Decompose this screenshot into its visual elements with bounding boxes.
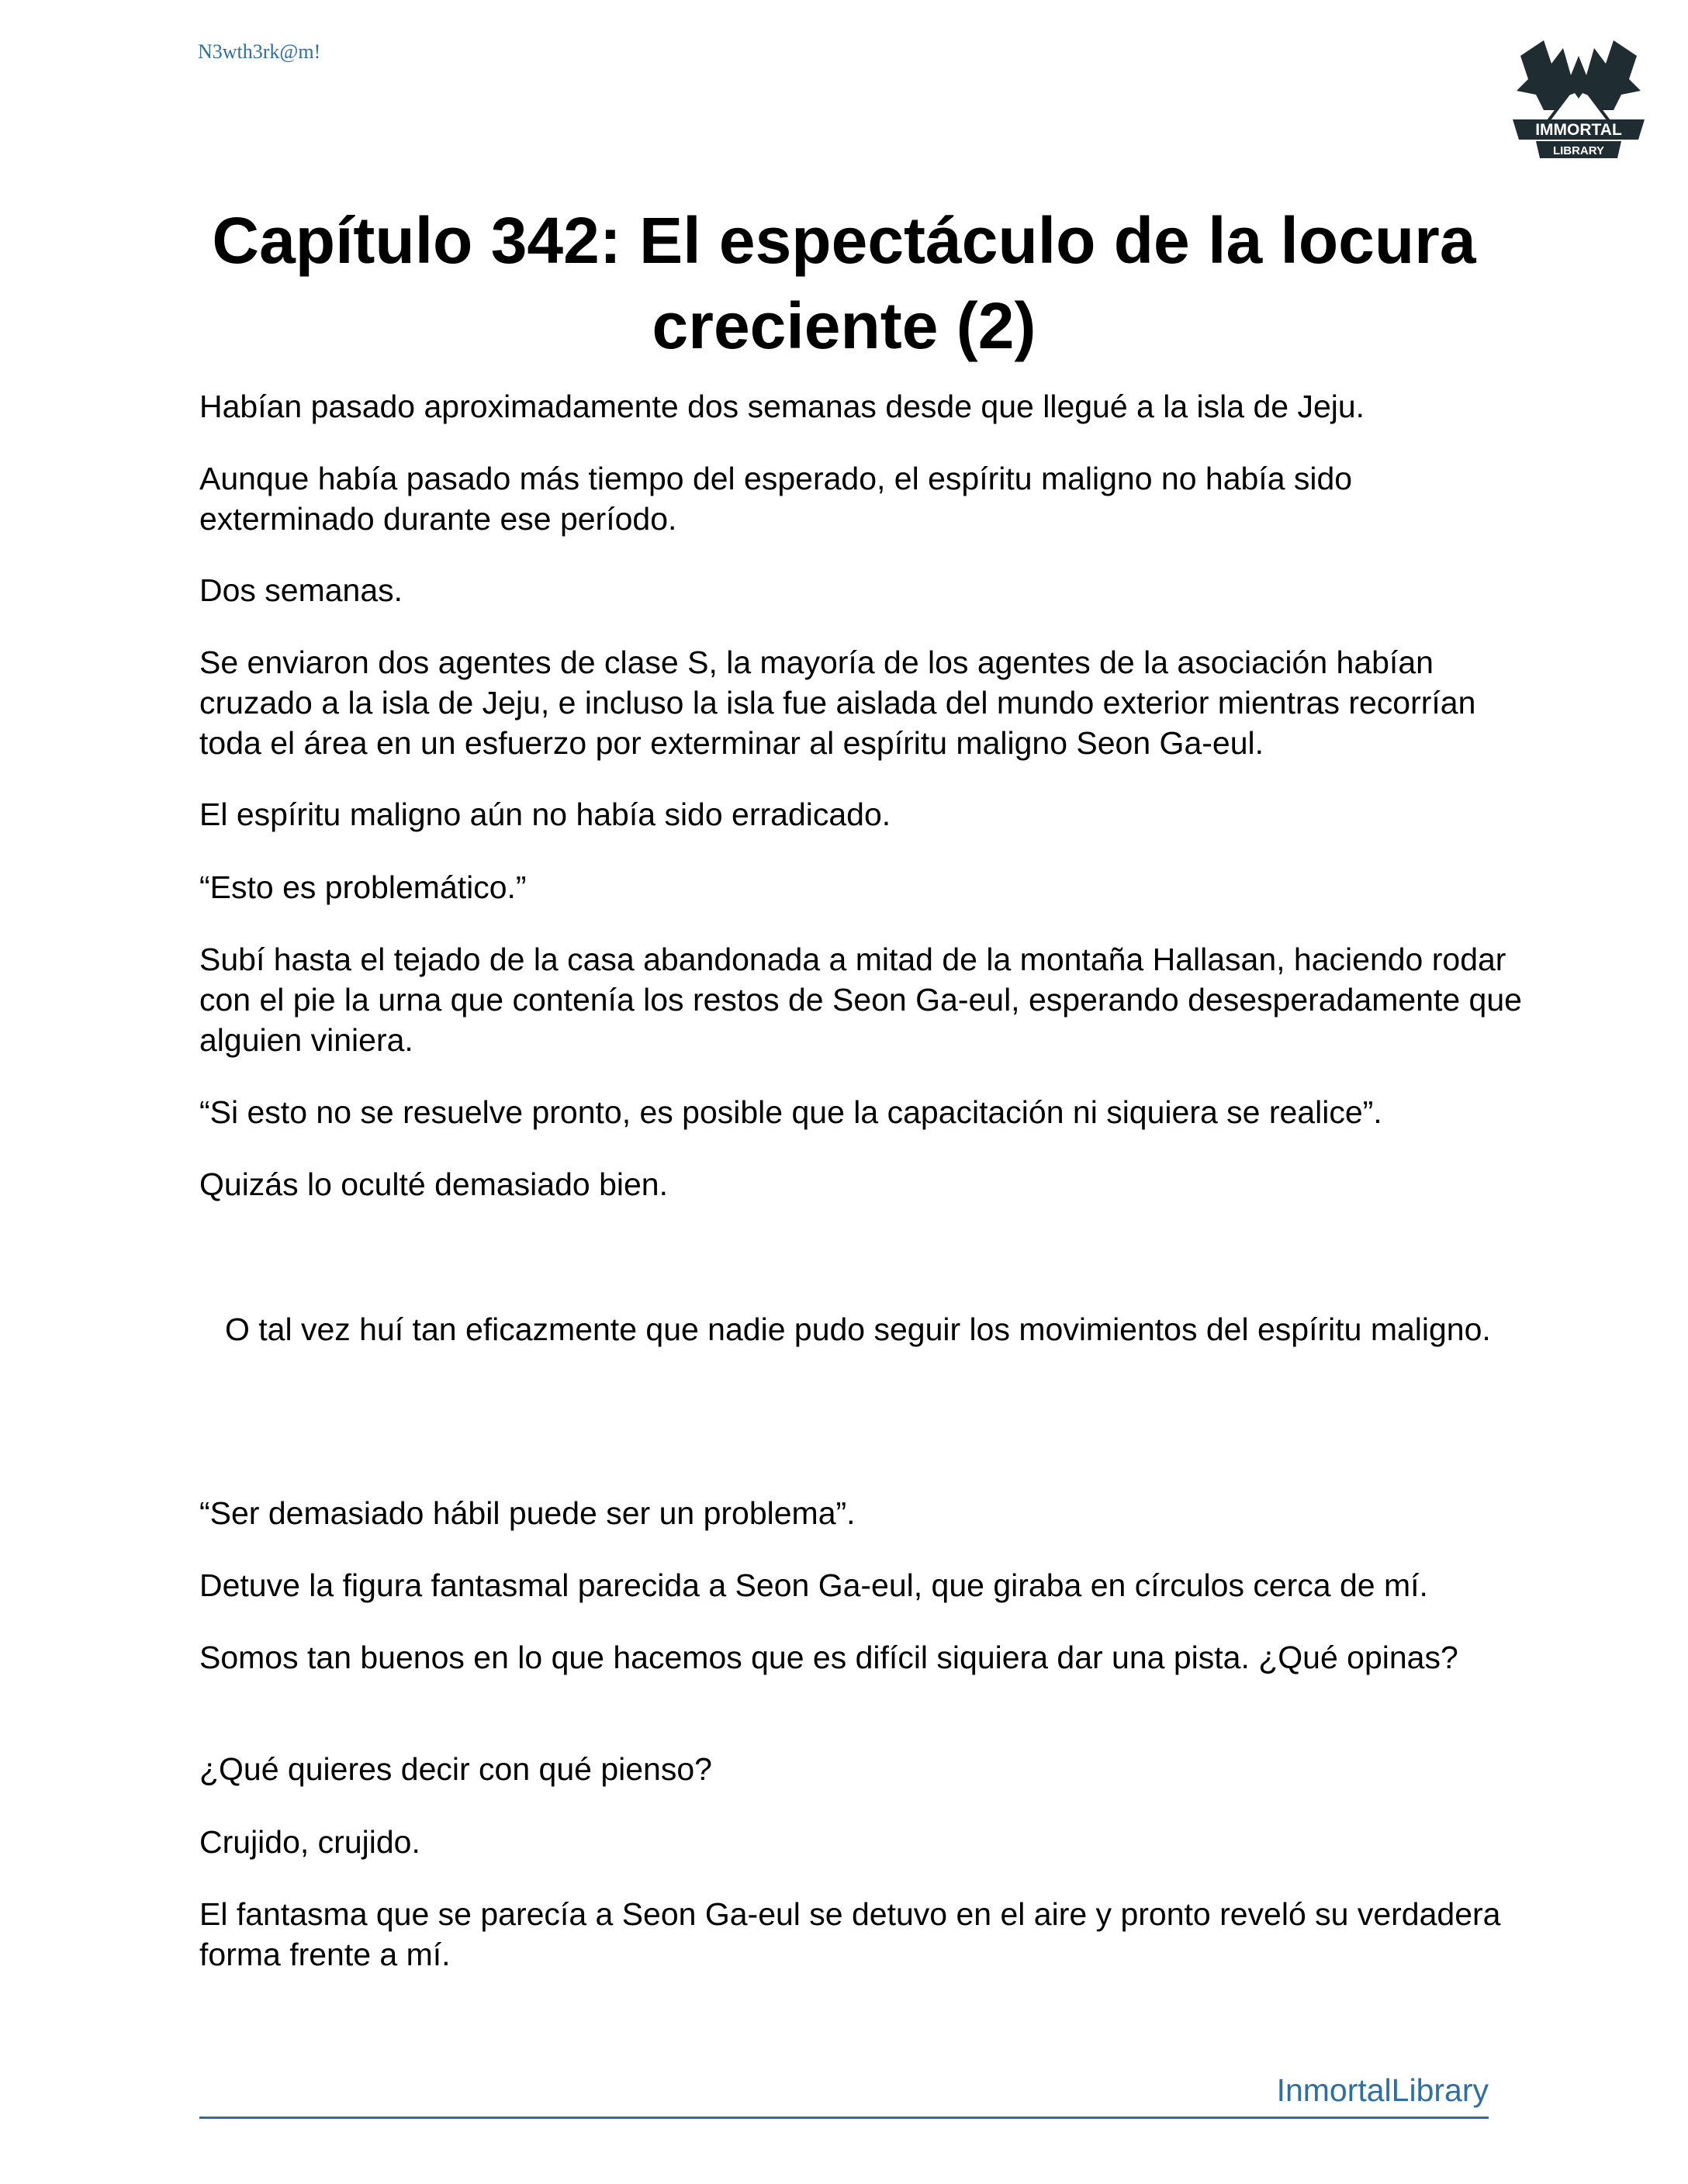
logo-text-top: IMMORTAL <box>1535 121 1622 139</box>
immortal-library-logo <box>1505 33 1652 164</box>
paragraph: Se enviaron dos agentes de clase S, la mayoría de los agentes de la asociación habían cruzado a la isla de Jeju, e incluso la isla fue aislada del mundo exterior mientras recorrían toda el área en un esfuerzo por exterminar al espíritu maligno Seon Ga-eul. <box>199 644 1476 761</box>
paragraph: Habían pasado aproximadamente dos semanas desde que llegué a la isla de Jeju. <box>199 389 1365 424</box>
paragraph: Somos tan buenos en lo que hacemos que es difícil siquiera dar una pista. ¿Qué opinas? <box>199 1640 1458 1675</box>
watermark-text: N3wth3rk@m! <box>198 40 321 63</box>
paragraph: El espíritu maligno aún no había sido erradicado. <box>199 797 891 832</box>
paragraph: Subí hasta el tejado de la casa abandonada a mitad de la montaña Hallasan, haciendo rodar con el pie la urna que contenía los restos de Seon Ga-eul, esperando desesperadamente que alguien viniera. <box>199 942 1522 1058</box>
footer-link[interactable]: InmortalLibrary <box>1276 2072 1489 2108</box>
paragraph-indented: O tal vez huí tan eficazmente que nadie pudo seguir los movimientos del espíritu maligno. <box>225 1311 1491 1347</box>
logo-text-bottom: LIBRARY <box>1552 144 1605 157</box>
footer-divider <box>199 2117 1489 2119</box>
paragraph: El fantasma que se parecía a Seon Ga-eul se detuvo en el aire y pronto reveló su verdadera forma frente a mí. <box>199 1896 1501 1972</box>
paragraph: Detuve la figura fantasmal parecida a Seon Ga-eul, que giraba en círculos cerca de mí. <box>199 1567 1428 1603</box>
chapter-title: Capítulo 342: El espectáculo de la locura creciente (2) <box>212 204 1476 362</box>
paragraph: ¿Qué quieres decir con qué pienso? <box>199 1751 712 1787</box>
paragraph: Dos semanas. <box>199 572 403 608</box>
paragraph: “Ser demasiado hábil puede ser un problema”. <box>199 1495 856 1531</box>
paragraph: Crujido, crujido. <box>199 1824 420 1860</box>
paragraph: Aunque había pasado más tiempo del esperado, el espíritu maligno no había sido exterminado durante ese período. <box>199 461 1353 537</box>
paragraph: “Esto es problemático.” <box>199 869 527 905</box>
paragraph: “Si esto no se resuelve pronto, es posible que la capacitación ni siquiera se realice”. <box>199 1094 1382 1130</box>
paragraph: Quizás lo oculté demasiado bien. <box>199 1166 668 1202</box>
